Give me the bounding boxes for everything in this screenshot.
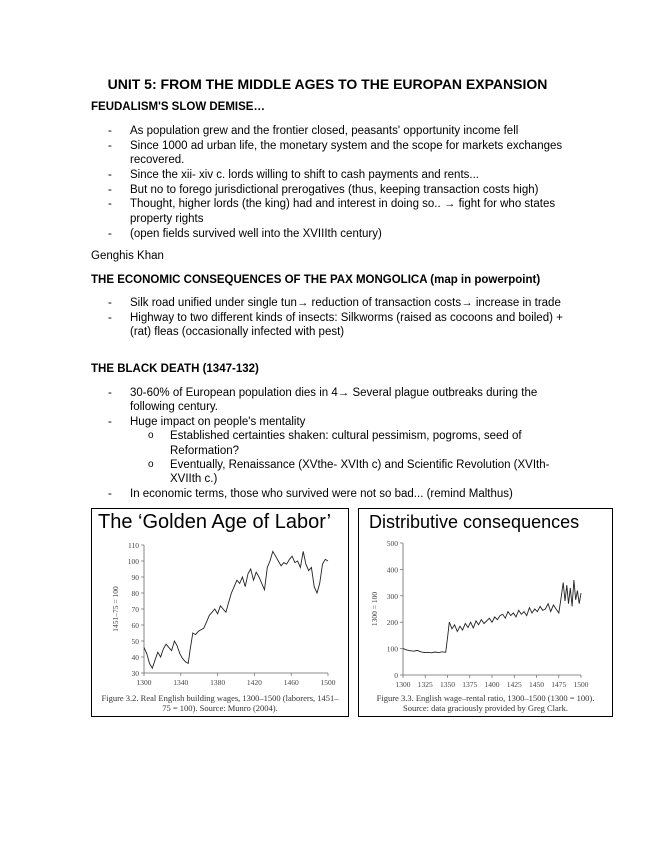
y-tick-label: 300 (386, 591, 398, 601)
golden-age-chart-title: The ‘Golden Age of Labor’ (98, 511, 332, 533)
y-tick-label: 30 (131, 669, 139, 678)
sub-list-item: o Eventually, Renaissance (XVthe- XVIth c) and Scientific Revolution (XVIth-XVIIth c.) (130, 458, 563, 487)
x-tick-label: 1375 (462, 680, 478, 687)
distributive-chart-title: Distributive consequences (369, 512, 580, 532)
x-tick-label: 1425 (506, 680, 522, 687)
pax-mongolica-bullet-list (108, 296, 563, 340)
y-tick-label: 500 (386, 539, 398, 548)
y-tick-label: 200 (386, 618, 398, 628)
list-item: - Silk road unified under single tun→ reduction of transaction costs→ increase in trade (108, 296, 563, 310)
distributive-chart-panel (358, 508, 613, 717)
y-tick-label: 400 (386, 565, 398, 575)
list-item: - Thought, higher lords (the king) had and interest in doing so.. → fight for who states property rights (108, 197, 563, 226)
list-item: - Highway to two different kinds of insects: Silkworms (raised as cocoons and boiled) + (rat) fleas (occasionally infected with pest) (108, 311, 563, 340)
section-heading-pax-mongolica: THE ECONOMIC CONSEQUENCES OF THE PAX MONGOLICA (map in powerpoint) (91, 274, 541, 286)
golden-age-chart-panel (91, 508, 349, 717)
note-genghis-khan: Genghis Khan (91, 250, 164, 262)
x-tick-label: 1460 (283, 678, 299, 687)
y-tick-label: 50 (131, 637, 139, 646)
golden-age-chart (92, 537, 348, 687)
feudalism-bullet-list (108, 124, 563, 241)
y-tick-label: 90 (131, 573, 139, 582)
y-tick-label: 100 (386, 644, 398, 654)
list-item: - Since 1000 ad urban life, the monetary system and the scope for markets exchanges recovered. (108, 139, 563, 168)
x-tick-label: 1450 (529, 680, 544, 687)
x-tick-label: 1400 (484, 680, 500, 687)
y-tick-label: 100 (127, 557, 139, 566)
page-title: UNIT 5: FROM THE MIDDLE AGES TO THE EUROPAN EXPANSION (107, 76, 548, 92)
x-tick-label: 1500 (573, 680, 589, 687)
list-item: - 30-60% of European population dies in 4→ Several plague outbreaks during the following century. (108, 386, 563, 415)
sub-list-item: o Established certainties shaken: cultural pessimism, pogroms, seed of Reformation? (130, 429, 563, 458)
distributive-chart-caption: Figure 3.3. English wage–rental ratio, 1300–1500 (1300 = 100). Source: data graciously provided by Greg Clark. (376, 693, 595, 713)
sub-bullet-list (130, 429, 563, 486)
list-item-text: Huge impact on people's mentality (130, 416, 306, 429)
x-tick-label: 1300 (136, 678, 152, 687)
y-tick-label: 40 (131, 653, 139, 662)
x-tick-label: 1475 (551, 680, 567, 687)
black-death-bullet-list (108, 386, 563, 502)
x-tick-label: 1300 (395, 680, 411, 687)
section-heading-black-death: THE BLACK DEATH (1347-132) (91, 363, 259, 375)
list-item: - (open fields survived well into the XVIIIth century) (108, 227, 563, 241)
x-tick-label: 1340 (173, 678, 189, 687)
y-axis-label: 1451–75 = 100 (111, 586, 120, 632)
y-axis-label: 1300 = 100 (370, 591, 379, 627)
y-tick-label: 110 (128, 541, 139, 550)
list-item: - But no to forego jurisdictional prerogatives (thus, keeping transaction costs high) (108, 183, 563, 197)
distributive-chart (359, 537, 612, 687)
y-tick-label: 0 (394, 671, 398, 680)
series-line (144, 551, 328, 668)
y-tick-label: 80 (131, 589, 139, 598)
list-item: - As population grew and the frontier closed, peasants' opportunity income fell (108, 124, 563, 138)
section-heading-feudalism: FEUDALISM'S SLOW DEMISE… (91, 101, 265, 113)
y-tick-label: 70 (131, 605, 139, 614)
y-tick-label: 60 (131, 621, 139, 630)
x-tick-label: 1325 (417, 680, 433, 687)
list-item: - Since the xii- xiv c. lords willing to shift to cash payments and rents... (108, 168, 563, 182)
list-item: - In economic terms, those who survived were not so bad... (remind Malthus) (108, 487, 563, 501)
list-item (108, 415, 563, 486)
golden-age-chart-caption: Figure 3.2. Real English building wages, 1300–1500 (laborers, 1451–75 = 100). Source: Munro (2004). (101, 693, 339, 713)
x-tick-label: 1380 (210, 678, 226, 687)
x-tick-label: 1420 (246, 678, 262, 687)
x-tick-label: 1350 (440, 680, 455, 687)
series-line (403, 580, 581, 653)
x-tick-label: 1500 (320, 678, 336, 687)
